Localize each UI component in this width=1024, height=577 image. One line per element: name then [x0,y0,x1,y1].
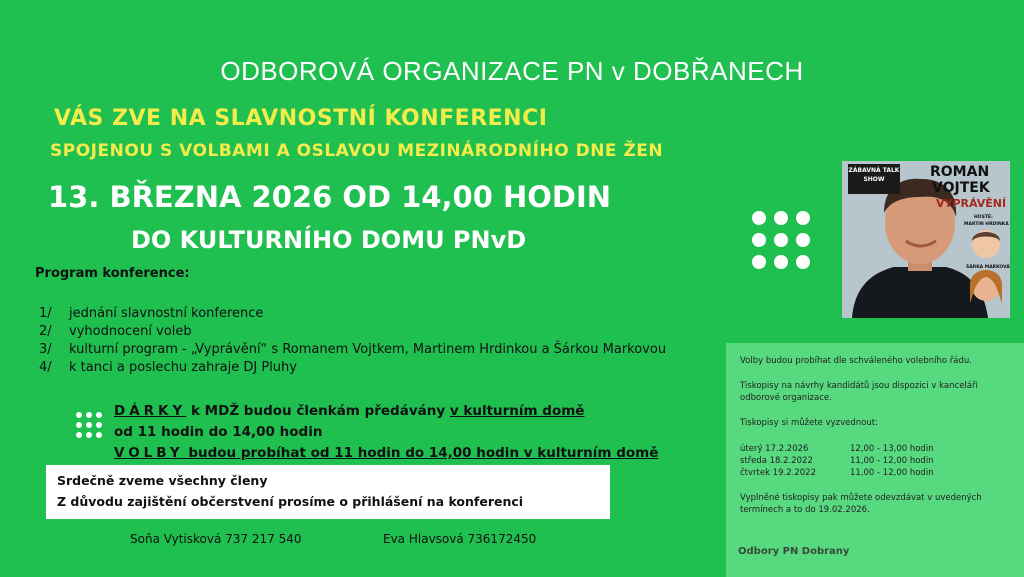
schedule-time: 12,00 - 13,00 hodin [850,444,934,454]
decorative-small-dots [76,412,102,438]
event-date: 13. BŘEZNA 2026 OD 14,00 HODIN [48,180,612,214]
schedule-row [740,443,934,455]
schedule-row [740,455,934,467]
organization-title: ODBOROVÁ ORGANIZACE PN v DOBŘANECH [220,56,804,86]
gifts-and-elections-info [114,401,658,464]
list-item [39,305,666,323]
list-item [39,341,666,359]
elections-text: budou probíhat od 11 hodin do 14,00 hodin v kulturním domě [183,445,659,461]
list-item [39,359,666,377]
panel-text-1: Volby budou probíhat dle schváleného volebního řádu. [740,356,972,366]
list-item [39,323,666,341]
item-text: jednání slavnostní konference [69,306,264,321]
item-text: vyhodnocení voleb [69,324,192,339]
invitation-subheading: SPOJENOU S VOLBAMI A OSLAVOU MEZINÁRODNÍHO DNE ŽEN [50,141,664,161]
item-number: 3/ [39,342,52,357]
elections-info-panel [726,343,1024,577]
panel-signature: Odbory PN Dobrany [738,546,850,557]
gifts-text: k MDŽ budou členkám předávány [186,403,450,419]
schedule-day: čtvrtek 19.2.2022 [740,468,816,478]
schedule-day: úterý 17.2.2026 [740,444,809,454]
poster-name-first: ROMAN [930,164,990,180]
program-list [39,305,666,377]
poster-show-title: VYPRÁVĚNÍ [936,197,1007,210]
schedule-time: 11,00 - 12,00 hodin [850,456,934,466]
panel-text-3: Tiskopisy si můžete vyzvednout: [740,418,878,428]
contact-1: Soňa Vytisková 737 217 540 [130,532,302,546]
show-poster [842,161,1010,318]
decorative-dots [752,211,810,269]
invitation-heading: VÁS ZVE NA SLAVNOSTNÍ KONFERENCI [54,106,548,131]
panel-text-2b: odborové organizace. [740,393,832,403]
schedule-day: středa 18.2.2022 [740,456,813,466]
pickup-schedule [740,443,934,479]
show-badge: ZÁBAVNÁ TALK SHOW [848,164,900,194]
gifts-place: v kulturním domě [449,403,585,419]
gifts-label: DÁRKY [114,403,187,419]
schedule-row [740,467,934,479]
notice-line-1: Srdečně zveme všechny členy [57,473,268,488]
program-title: Program konference: [35,266,190,281]
panel-text-2a: Tiskopisy na návrhy kandidátů jsou dispozici v kanceláři [740,381,978,391]
panel-text-4a: Vyplněné tiskopisy pak můžete odevzdávat v uvedených [740,493,982,503]
item-number: 2/ [39,324,52,339]
item-number: 1/ [39,306,52,321]
item-text: k tanci a poslechu zahraje DJ Pluhy [69,360,297,375]
event-venue: DO KULTURNÍHO DOMU PNvD [131,226,527,254]
poster-name-last: VOJTEK [932,180,990,196]
item-text: kulturní program - „Vyprávění“ s Romanem Vojtkem, Martinem Hrdinkou a Šárkou Markovou [69,342,667,357]
poster-guest-2: ŠÁRKA MARKOVÁ [966,265,1010,270]
item-number: 4/ [39,360,52,375]
panel-text-4b: termínech a to do 19.02.2026. [740,505,870,515]
schedule-time: 11,00 - 12,00 hodin [850,468,934,478]
gifts-time: od 11 hodin do 14,00 hodin [114,424,323,440]
poster-guest-1: MARTIN HRDINKA [964,222,1009,227]
contact-2: Eva Hlavsová 736172450 [383,532,537,546]
poster-guests-label: HOSTÉ: [974,215,993,220]
notice-box [46,465,610,519]
elections-label: VOLBY [114,445,184,461]
notice-line-2: Z důvodu zajištění občerstvení prosíme o přihlášení na konferenci [57,494,524,509]
